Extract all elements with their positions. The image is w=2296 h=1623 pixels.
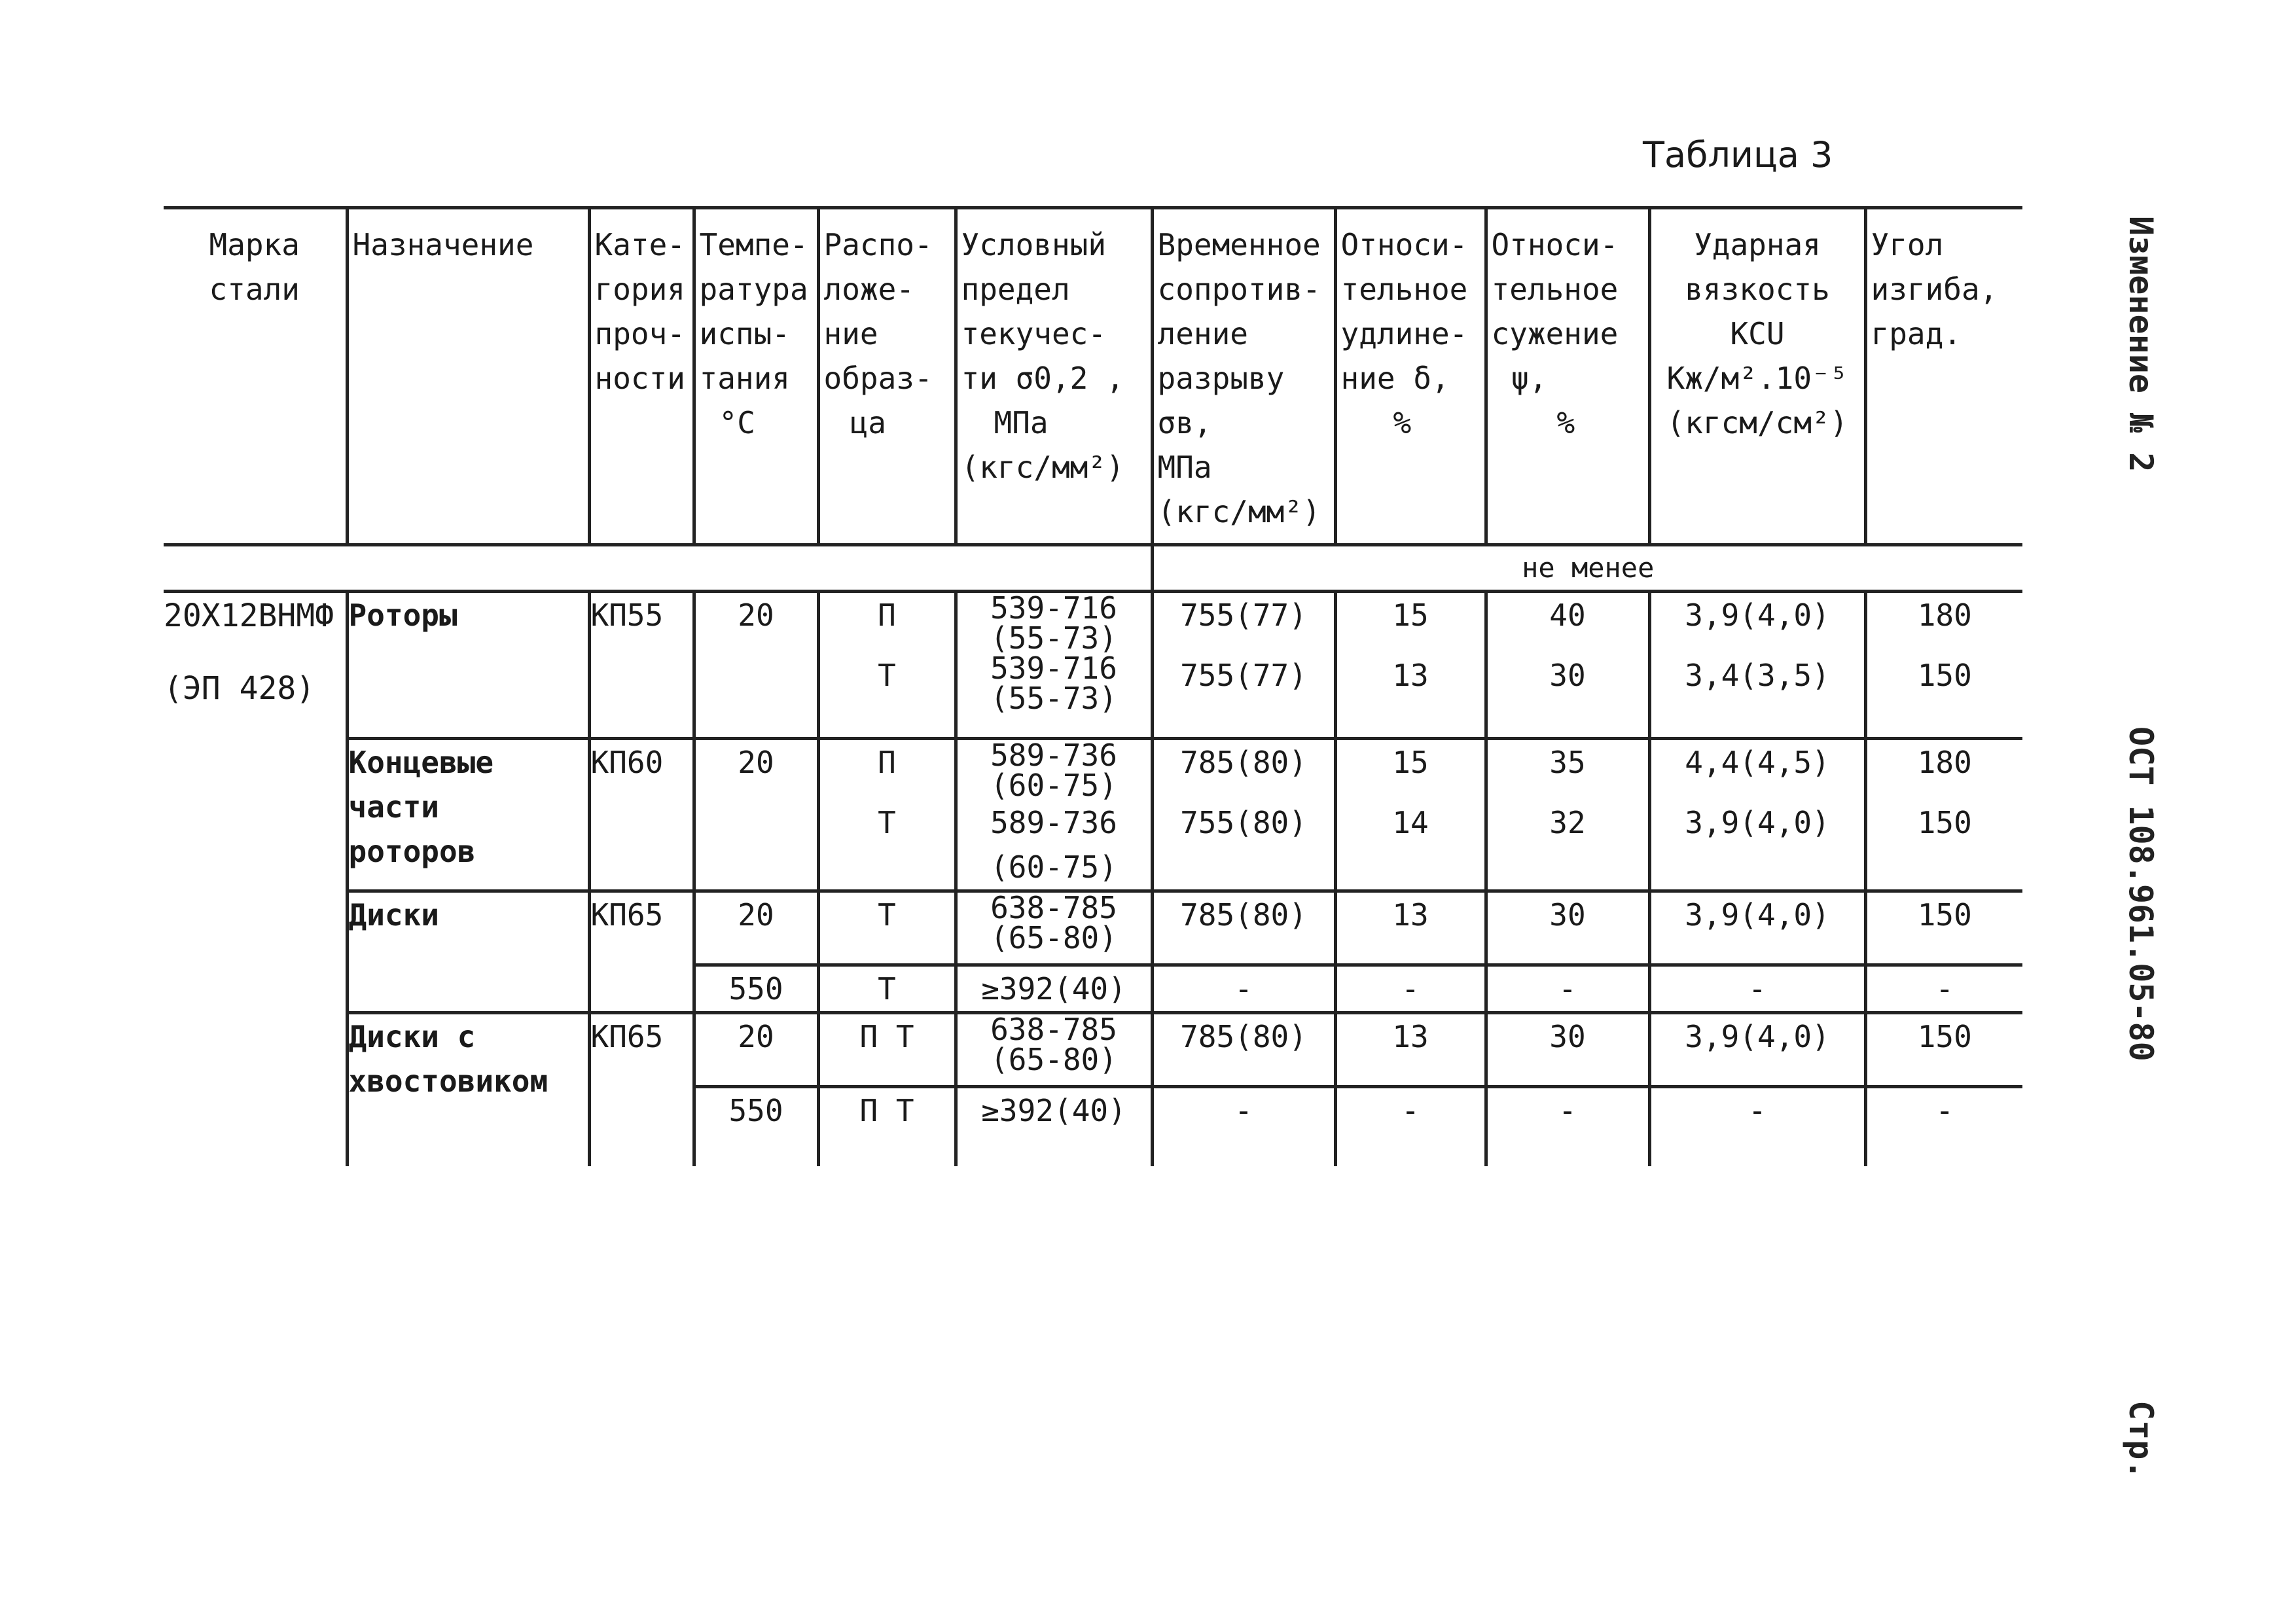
impact-cell: 3,9(4,0) [1649, 891, 1865, 965]
elongation-cell: - [1335, 965, 1486, 1013]
header-impact: Ударная вязкость KCU Кж/м².10⁻⁵ (кгсм/см²) [1649, 208, 1865, 545]
elongation-cell: - [1335, 1087, 1486, 1166]
elongation-cell: 15 [1335, 592, 1486, 654]
purpose-cell: Диски [347, 891, 589, 1013]
elongation-cell: 13 [1335, 1013, 1486, 1087]
position-cell: П Т [818, 1013, 956, 1087]
header-category: Кате- гория проч- ности [589, 208, 694, 545]
position-cell: П Т [818, 1087, 956, 1166]
impact-cell: 3,9(4,0) [1649, 1013, 1865, 1087]
not-less-note: не менее [1152, 545, 2022, 592]
table-row [164, 1013, 2022, 1087]
purpose-cell: Роторы [347, 592, 589, 739]
table-row [164, 739, 2022, 801]
category-cell: КП65 [589, 891, 694, 1013]
tensile-cell: 785(80) [1152, 1013, 1335, 1087]
tensile-cell: - [1152, 965, 1335, 1013]
position-cell: П [818, 739, 956, 801]
table-row [164, 891, 2022, 965]
properties-table [164, 206, 2022, 1166]
category-cell: КП65 [589, 1013, 694, 1166]
header-grade: Марка стали [164, 208, 347, 545]
elongation-cell: 15 [1335, 739, 1486, 801]
header-yield: Условный предел текучес- ти σ0,2 , МПа (кгс/мм²) [956, 208, 1152, 545]
position-cell: Т [818, 653, 956, 739]
elongation-cell: 13 [1335, 653, 1486, 739]
header-row [164, 208, 2022, 545]
yield-cell: 539-716 (55-73) [956, 653, 1152, 739]
impact-cell: 4,4(4,5) [1649, 739, 1865, 801]
purpose-cell: Диски с хвостовиком [347, 1013, 589, 1166]
yield-cell: 589-736 (60-75) [956, 800, 1152, 891]
bend-cell: 150 [1865, 800, 2022, 891]
position-cell: П [818, 592, 956, 654]
tensile-cell: 785(80) [1152, 739, 1335, 801]
tensile-cell: 755(77) [1152, 592, 1335, 654]
steel-grade-cell [164, 592, 347, 1166]
header-temperature: Темпе- ратура испы- тания °C [694, 208, 818, 545]
header-bend: Угол изгиба, град. [1865, 208, 2022, 545]
table-caption: Таблица 3 [1643, 134, 1833, 175]
header-tensile: Временное сопротив- ление разрыву σв, МПа (кгс/мм²) [1152, 208, 1335, 545]
elongation-cell: 14 [1335, 800, 1486, 891]
impact-cell: 3,4(3,5) [1649, 653, 1865, 739]
header-position: Распо- ложе- ние образ- ца [818, 208, 956, 545]
yield-cell: 539-716 (55-73) [956, 592, 1152, 654]
impact-cell: 3,9(4,0) [1649, 800, 1865, 891]
temperature-cell: 20 [694, 739, 818, 891]
yield-cell: ≥392(40) [956, 1087, 1152, 1166]
change-note: Изменение № 2 [2122, 216, 2160, 473]
impact-cell: 3,9(4,0) [1649, 592, 1865, 654]
yield-cell: ≥392(40) [956, 965, 1152, 1013]
tensile-cell: 755(77) [1152, 653, 1335, 739]
temperature-cell: 550 [694, 965, 818, 1013]
impact-cell: - [1649, 965, 1865, 1013]
bend-cell: 180 [1865, 739, 2022, 801]
impact-cell: - [1649, 1087, 1865, 1166]
category-cell: КП55 [589, 592, 694, 739]
bend-cell: 150 [1865, 1013, 2022, 1087]
steel-grade-alt: (ЭП 428) [164, 670, 315, 707]
bend-cell: - [1865, 965, 2022, 1013]
header-purpose: Назначение [347, 208, 589, 545]
tensile-cell: 785(80) [1152, 891, 1335, 965]
temperature-cell: 20 [694, 592, 818, 739]
standard-note: ОСТ 108.961.05-80 [2122, 726, 2160, 1061]
position-cell: Т [818, 965, 956, 1013]
temperature-cell: 20 [694, 891, 818, 965]
yield-cell: 638-785 (65-80) [956, 891, 1152, 965]
reduction-cell: - [1486, 965, 1649, 1013]
position-cell: Т [818, 891, 956, 965]
reduction-cell: 35 [1486, 739, 1649, 801]
page-note: Стр. [2122, 1400, 2160, 1480]
temperature-cell: 20 [694, 1013, 818, 1087]
reduction-cell: 30 [1486, 891, 1649, 965]
table-row [164, 592, 2022, 654]
bend-cell: - [1865, 1087, 2022, 1166]
reduction-cell: 40 [1486, 592, 1649, 654]
reduction-cell: 30 [1486, 653, 1649, 739]
tensile-cell: - [1152, 1087, 1335, 1166]
category-cell: КП60 [589, 739, 694, 891]
elongation-cell: 13 [1335, 891, 1486, 965]
temperature-cell: 550 [694, 1087, 818, 1166]
position-cell: Т [818, 800, 956, 891]
steel-grade: 20Х12ВНМФ [164, 597, 334, 634]
bend-cell: 150 [1865, 653, 2022, 739]
tensile-cell: 755(80) [1152, 800, 1335, 891]
purpose-cell: Концевые части роторов [347, 739, 589, 891]
header-reduction: Относи- тельное сужение ψ, % [1486, 208, 1649, 545]
reduction-cell: - [1486, 1087, 1649, 1166]
reduction-cell: 32 [1486, 800, 1649, 891]
bend-cell: 180 [1865, 592, 2022, 654]
header-elongation: Относи- тельное удлине- ние δ, % [1335, 208, 1486, 545]
note-row [164, 545, 2022, 592]
yield-cell: 638-785 (65-80) [956, 1013, 1152, 1087]
reduction-cell: 30 [1486, 1013, 1649, 1087]
bend-cell: 150 [1865, 891, 2022, 965]
yield-cell: 589-736 (60-75) [956, 739, 1152, 801]
